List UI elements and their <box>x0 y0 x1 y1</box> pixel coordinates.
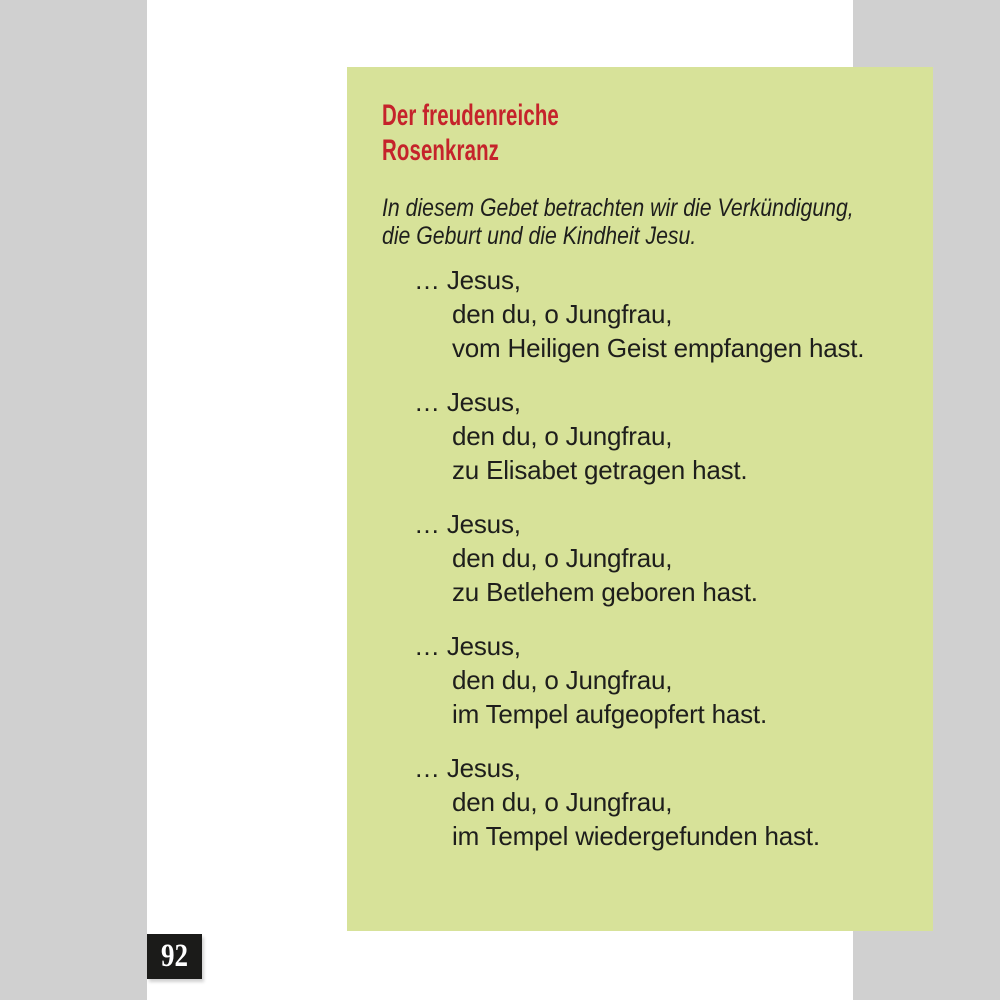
stanza-2-line-2: den du, o Jungfrau, <box>452 421 673 451</box>
stanza-5-line-1: … Jesus, <box>414 753 521 783</box>
stanza-5-line-3: im Tempel wiedergefunden hast. <box>452 821 820 851</box>
prayer-panel <box>347 67 933 931</box>
prayer-stanzas <box>414 263 903 853</box>
intro-line-2: die Geburt und die Kindheit Jesu. <box>382 222 697 250</box>
stanza-4-line-1: … Jesus, <box>414 631 521 661</box>
prayer-stanza-2 <box>414 385 903 487</box>
stanza-1-line-2: den du, o Jungfrau, <box>452 299 673 329</box>
page-number: 92 <box>160 938 189 974</box>
stanza-1-line-1: … Jesus, <box>414 265 521 295</box>
stanza-4-line-2: den du, o Jungfrau, <box>452 665 673 695</box>
page-title <box>382 98 736 168</box>
intro-line-1: In diesem Gebet betrachten wir die Verkündigung, <box>382 194 854 222</box>
stanza-1-line-3: vom Heiligen Geist empfangen hast. <box>452 333 865 363</box>
page-title-line-1: Der freudenreiche <box>382 99 559 132</box>
stanza-3-line-3: zu Betlehem geboren hast. <box>452 577 758 607</box>
prayer-stanza-5 <box>414 751 903 853</box>
page-title-line-2: Rosenkranz <box>382 134 500 167</box>
prayer-stanza-4 <box>414 629 903 731</box>
prayer-stanza-1 <box>414 263 903 365</box>
stanza-2-line-1: … Jesus, <box>414 387 521 417</box>
intro-text <box>382 194 854 250</box>
prayer-stanza-3 <box>414 507 903 609</box>
stanza-3-line-1: … Jesus, <box>414 509 521 539</box>
stanza-2-line-3: zu Elisabet getragen hast. <box>452 455 748 485</box>
stanza-5-line-2: den du, o Jungfrau, <box>452 787 673 817</box>
stanza-4-line-3: im Tempel aufgeopfert hast. <box>452 699 767 729</box>
book-page <box>147 0 865 1000</box>
page-number-badge <box>147 934 202 979</box>
stanza-3-line-2: den du, o Jungfrau, <box>452 543 673 573</box>
